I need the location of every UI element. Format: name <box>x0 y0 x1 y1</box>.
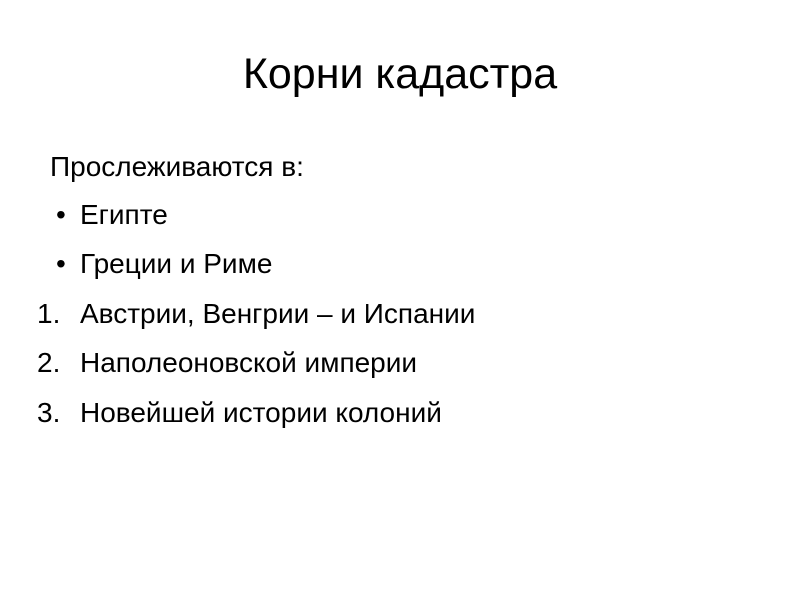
bullet-marker: • <box>56 248 66 279</box>
list-number: 1. <box>37 298 61 329</box>
list-number: 2. <box>37 347 61 378</box>
intro-text: Прослеживаются в: <box>50 151 304 182</box>
bullet-marker: • <box>56 199 66 230</box>
list-number: 3. <box>37 397 61 428</box>
numbered-item-napoleon: Наполеоновской империи <box>80 347 418 378</box>
slide-title: Корни кадастра <box>242 50 558 98</box>
bullet-item-egypt: Египте <box>80 199 168 230</box>
numbered-item-colonies: Новейшей истории колоний <box>80 397 442 428</box>
bullet-item-greece-rome: Греции и Риме <box>80 248 273 279</box>
numbered-item-austria: Австрии, Венгрии – и Испании <box>80 298 476 329</box>
